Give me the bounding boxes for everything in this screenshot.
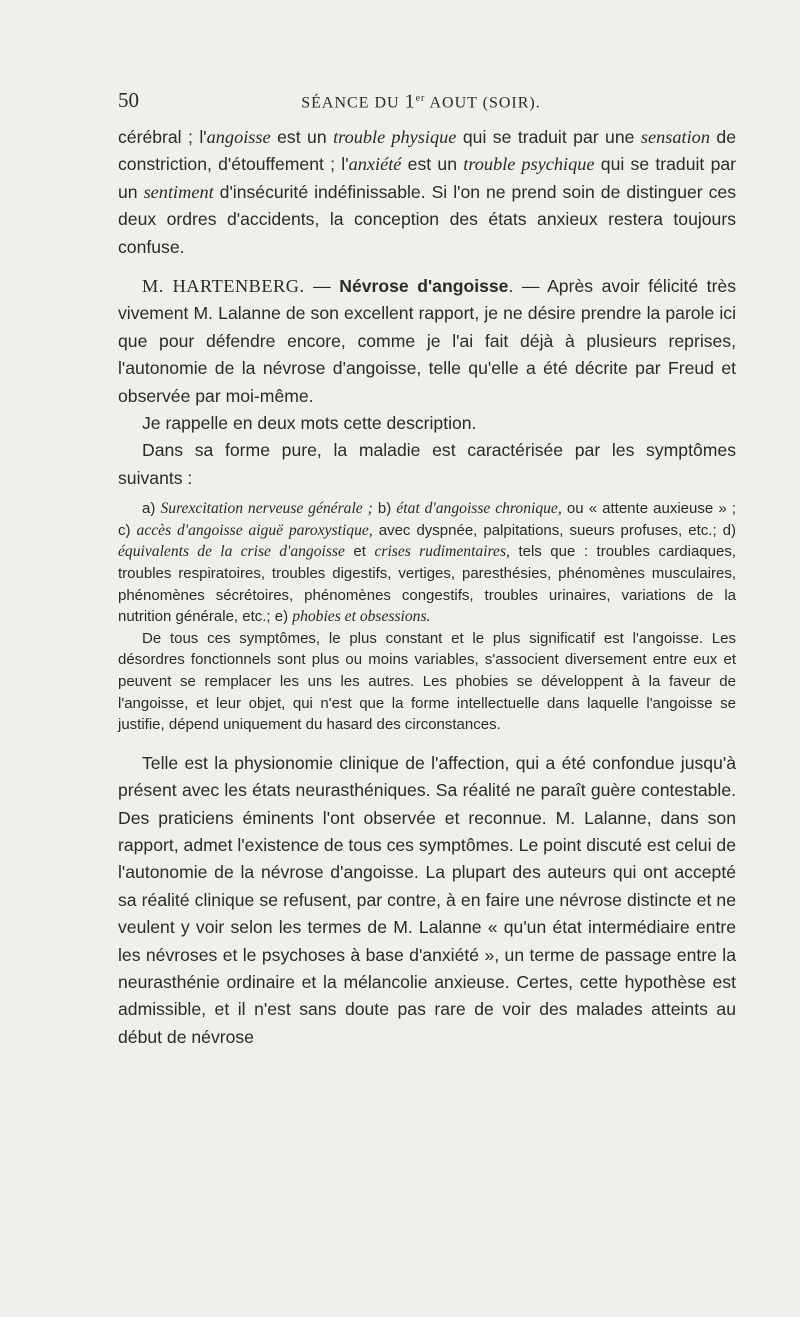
paragraph-symptom-analysis: De tous ces symptômes, le plus constant et le plus significatif est l'angoisse. Les désordres fonctionnels sont plus ou moins variables, s'associent diversement entre eux et peuvent se remplacer les uns les autres. Les phobies se développent à la faveur de l'angoisse, et leur objet, qui n'est que la forme intellectuelle dans laquelle l'angoisse se justifie, dépend uniquement du hasard des circonstances.	[118, 629, 736, 734]
paragraph-hartenberg	[118, 273, 736, 410]
paragraph-symptoms-intro: Dans sa forme pure, la maladie est caractérisée par les symptômes suivants :	[118, 440, 736, 488]
text-span: . — Après avoir félicité très vivement M. Lalanne de son excellent rapport, je ne désire prendre la parole ici que pour défendre encore, comme je l'ai fait déjà à plusieurs reprises, l'autonomie de la névrose d'angoisse, telle qu'elle a été décrite par Freud et observée par moi-même.	[118, 276, 737, 406]
speaker-name: M. HARTENBERG.	[142, 276, 305, 297]
italic-span: anxiété	[348, 154, 402, 175]
paragraph-description-intro: Je rappelle en deux mots cette description.	[142, 413, 477, 434]
text-span: avec dyspnée, palpitations, sueurs profuses, etc.; d)	[372, 521, 736, 539]
book-page	[118, 86, 736, 1051]
page-header	[118, 86, 736, 124]
text-span: est un	[401, 154, 464, 175]
italic-span: crises rudimentaires,	[374, 543, 510, 561]
text-span: qui se traduit par une	[456, 127, 641, 147]
running-head-prefix: SÉANCE DU	[301, 94, 405, 112]
text-span: qui se traduit par un	[118, 154, 736, 202]
text-span: cérébral ; l'	[118, 127, 207, 147]
running-head-suffix: AOUT (SOIR).	[425, 94, 541, 112]
italic-span: angoisse	[206, 127, 271, 147]
italic-span: sensation	[640, 127, 710, 147]
paragraph-anxiety-definition	[118, 124, 736, 261]
text-span: ou « attente auxieuse » ; c)	[118, 500, 736, 539]
italic-span: trouble psychique	[463, 154, 595, 175]
spacer	[118, 736, 736, 750]
text-span: est un	[270, 127, 334, 147]
italic-span: phobies et obsessions.	[292, 608, 431, 626]
text-span: a)	[142, 500, 161, 518]
italic-span: équivalents de la crise d'angoisse	[118, 543, 345, 561]
italic-span: trouble physique	[333, 127, 457, 147]
text-span: tels que : troubles cardiaques, troubles respiratoires, troubles digestifs, vertiges, paresthésies, phénomènes musculaires, phénomènes sécrétoires, phénomènes congestifs, troubles urinaires, variations de la nutrition générale, etc.; e)	[118, 543, 736, 626]
page-number: 50	[118, 88, 139, 113]
italic-span: sentiment	[143, 181, 214, 202]
text-span: de constriction, d'étouffement ; l'	[118, 127, 737, 175]
running-head-day: 1	[404, 90, 416, 113]
italic-span: état d'angoisse chronique,	[396, 500, 562, 518]
paragraph-clinical-physiognomy: Telle est la physionomie clinique de l'affection, qui a été confondue jusqu'à présent avec les états neurasthéniques. Sa réalité ne paraît guère contestable. Des praticiens éminents l'ont observée et reconnue. M. Lalanne, dans son rapport, admet l'existence de tous ces symptômes. Le point discuté est celui de l'autonomie de la névrose d'angoisse. La plupart des auteurs qui ont accepté sa réalité clinique se refusent, par contre, à en faire une névrose distincte et ne veulent y voir selon les termes de M. Lalanne « qu'un état intermédiaire entre les névroses et le psychoses à base d'anxiété », un terme de passage entre la neurasthénie ordinaire et la mélancolie anxieuse. Certes, cette hypothèse est admissible, et il n'est sans doute pas rare de voir des malades atteints au début de névrose	[118, 752, 736, 1047]
italic-span: Surexcitation nerveuse générale ;	[160, 500, 373, 518]
symptom-list	[118, 498, 736, 628]
text-span: et	[344, 543, 375, 561]
text-span: —	[304, 276, 340, 297]
italic-span: accès d'angoisse aiguë paroxystique,	[136, 521, 373, 539]
spacer	[118, 261, 736, 273]
running-head	[158, 86, 736, 116]
text-span: b)	[372, 500, 397, 518]
section-title: Névrose d'angoisse	[339, 276, 509, 297]
text-span: d'insécurité indéfinissable. Si l'on ne prend soin de distinguer ces deux ordres d'accidents, la conception des états anxieux restera toujours confuse.	[118, 181, 736, 257]
running-head-sup: er	[415, 93, 426, 104]
